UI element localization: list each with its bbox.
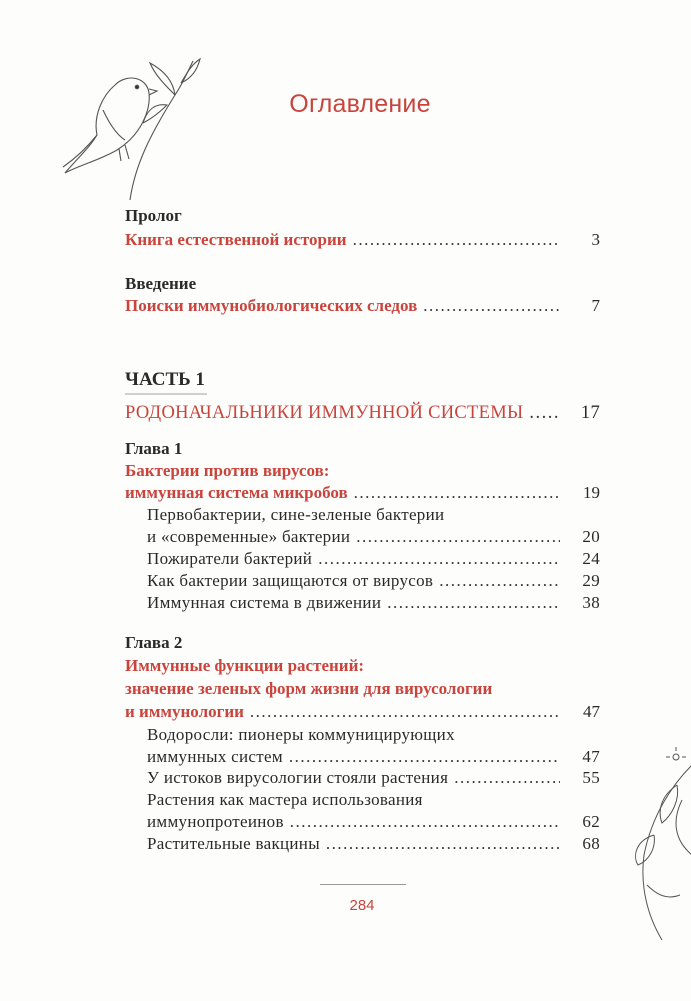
entry-title: Книга естественной истории bbox=[125, 230, 347, 249]
dot-leader bbox=[423, 295, 560, 317]
page-ref: 29 bbox=[582, 571, 600, 590]
chapter1-label bbox=[125, 438, 600, 460]
label-text: Пролог bbox=[125, 206, 182, 225]
toc-entry-section[interactable] bbox=[147, 592, 600, 614]
entry-title: иммунных систем bbox=[147, 747, 283, 766]
dot-leader bbox=[387, 592, 560, 614]
intro-label bbox=[125, 273, 600, 295]
toc-entry-section[interactable] bbox=[147, 833, 600, 855]
toc-entry-section[interactable] bbox=[147, 811, 600, 833]
page-number: 284 bbox=[349, 897, 375, 914]
label-text: Глава 1 bbox=[125, 439, 183, 458]
dot-leader bbox=[290, 811, 560, 833]
dot-leader bbox=[318, 548, 560, 570]
page-ref: 47 bbox=[582, 747, 600, 766]
section-line1[interactable] bbox=[147, 789, 600, 811]
footer-rule bbox=[320, 884, 406, 885]
entry-title: РОДОНАЧАЛЬНИКИ ИММУННОЙ СИСТЕМЫ bbox=[125, 403, 524, 423]
dot-leader bbox=[354, 482, 560, 504]
page-title: Оглавление bbox=[289, 90, 431, 118]
section-line1[interactable] bbox=[147, 504, 600, 526]
entry-title: и «современные» бактерии bbox=[147, 527, 351, 546]
toc-entry-section[interactable] bbox=[147, 746, 600, 768]
toc-entry-intro[interactable] bbox=[125, 295, 600, 317]
entry-title: иммунопротеинов bbox=[147, 812, 284, 831]
page-ref: 47 bbox=[583, 702, 600, 721]
toc-entry-section[interactable] bbox=[147, 767, 600, 789]
dot-leader bbox=[289, 746, 560, 768]
entry-title: Как бактерии защищаются от вирусов bbox=[147, 571, 434, 590]
label-text: Глава 2 bbox=[125, 633, 183, 652]
page-ref: 55 bbox=[582, 768, 600, 787]
entry-title: и иммунологии bbox=[125, 702, 244, 721]
bird-illustration bbox=[55, 55, 205, 205]
dot-leader bbox=[454, 767, 560, 789]
dot-leader bbox=[529, 402, 560, 424]
page-ref: 17 bbox=[580, 403, 600, 423]
entry-title: Растения как мастера использования bbox=[147, 790, 423, 809]
page-ref: 19 bbox=[583, 483, 600, 502]
page-ref: 7 bbox=[591, 296, 600, 315]
toc-entry-section[interactable] bbox=[147, 570, 600, 592]
entry-title: Поиски иммунобиологических следов bbox=[125, 296, 418, 315]
entry-title: иммунная система микробов bbox=[125, 483, 348, 502]
entry-title: Пожиратели бактерий bbox=[147, 549, 313, 568]
dot-leader bbox=[356, 526, 560, 548]
dot-leader bbox=[250, 701, 560, 723]
prologue-label bbox=[125, 205, 600, 227]
toc-entry-chapter1[interactable] bbox=[125, 482, 600, 504]
part-label bbox=[125, 369, 600, 391]
entry-title: Бактерии против вирусов: bbox=[125, 461, 330, 480]
chapter2-label bbox=[125, 632, 600, 654]
page-ref: 20 bbox=[582, 527, 600, 546]
part-underline bbox=[125, 393, 207, 395]
toc-entry-chapter2[interactable] bbox=[125, 701, 600, 723]
entry-title: Иммунная система в движении bbox=[147, 593, 382, 612]
entry-title: значение зеленых форм жизни для вирусологии bbox=[125, 679, 493, 698]
entry-title: У истоков вирусологии стояли растения bbox=[147, 768, 449, 787]
page-ref: 38 bbox=[582, 593, 600, 612]
entry-title: Водоросли: пионеры коммуницирующих bbox=[147, 725, 455, 744]
page-ref: 62 bbox=[582, 812, 600, 831]
entry-title: Иммунные функции растений: bbox=[125, 656, 365, 675]
page-ref: 68 bbox=[582, 834, 600, 853]
toc-entry-prologue[interactable] bbox=[125, 229, 600, 251]
dot-leader bbox=[353, 229, 560, 251]
chapter2-title-line2[interactable] bbox=[125, 678, 600, 700]
chapter2-title-line1[interactable] bbox=[125, 655, 600, 677]
entry-title: Растительные вакцины bbox=[147, 834, 320, 853]
toc-entry-part1[interactable] bbox=[125, 402, 600, 424]
page-ref: 3 bbox=[591, 230, 600, 249]
label-text: ЧАСТЬ 1 bbox=[125, 369, 205, 390]
chapter1-title-line1[interactable] bbox=[125, 460, 600, 482]
page-ref: 24 bbox=[582, 549, 600, 568]
label-text: Введение bbox=[125, 274, 197, 293]
dot-leader bbox=[326, 833, 560, 855]
dot-leader bbox=[439, 570, 560, 592]
toc-entry-section[interactable] bbox=[147, 548, 600, 570]
toc-entry-section[interactable] bbox=[147, 526, 600, 548]
entry-title: Первобактерии, сине-зеленые бактерии bbox=[147, 505, 445, 524]
flower-illustration bbox=[632, 745, 691, 945]
section-line1[interactable] bbox=[147, 724, 600, 746]
